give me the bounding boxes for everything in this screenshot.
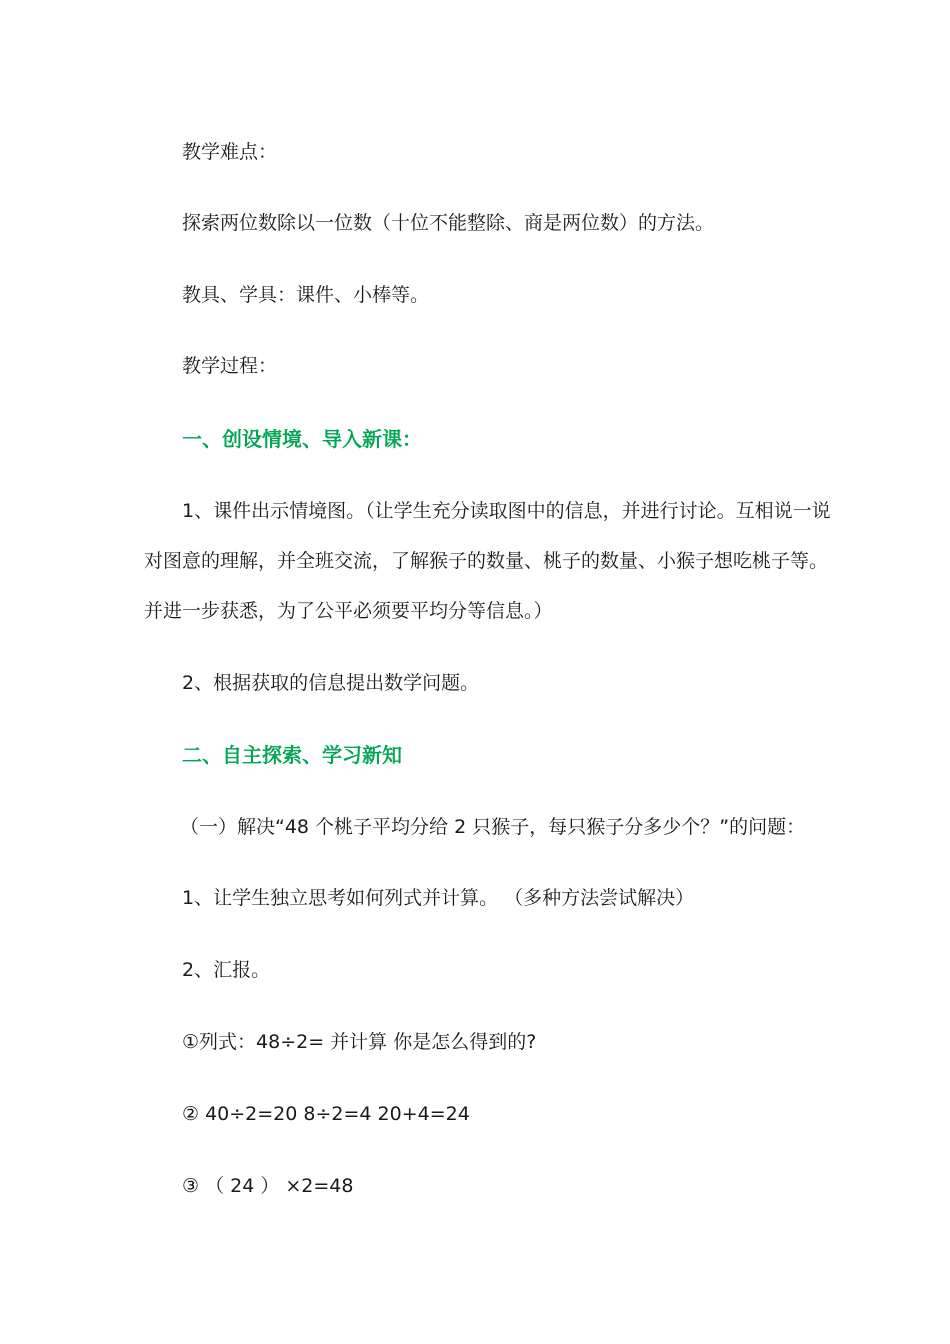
method-1: ①列式：48÷2= 并计算 你是怎么得到的? [182,1031,537,1053]
section2-step1: 1、让学生独立思考如何列式并计算。 （多种方法尝试解决） [182,887,695,909]
section1-heading: 一、创设情境、导入新课： [182,427,422,451]
section1-item1-line2: 对图意的理解，并全班交流，了解猴子的数量、桃子的数量、小猴子想吃桃子等。 [144,550,829,572]
difficulty-label: 教学难点： [182,141,278,163]
section1-item1-line3: 并进一步获悉，为了公平必须要平均分等信息。） [144,600,553,622]
difficulty-text: 探索两位数除以一位数（十位不能整除、商是两位数）的方法。 [182,212,715,234]
section1-item2: 2、根据获取的信息提出数学问题。 [182,672,480,694]
section1-item1-line1: 1、课件出示情境图。（让学生充分读取图中的信息，并进行讨论。互相说一说 [182,500,831,522]
process-label: 教学过程： [182,355,278,377]
section2-problem: （一）解决“48 个桃子平均分给 2 只猴子，每只猴子分多少个？”的问题： [180,816,806,838]
section2-heading: 二、自主探索、学习新知 [182,743,402,767]
section2-step2: 2、汇报。 [182,959,271,981]
tools-text: 教具、学具：课件、小棒等。 [182,284,430,306]
method-2: ② 40÷2=20 8÷2=4 20+4=24 [182,1103,470,1125]
method-3: ③ （ 24 ） ×2=48 [182,1175,354,1197]
